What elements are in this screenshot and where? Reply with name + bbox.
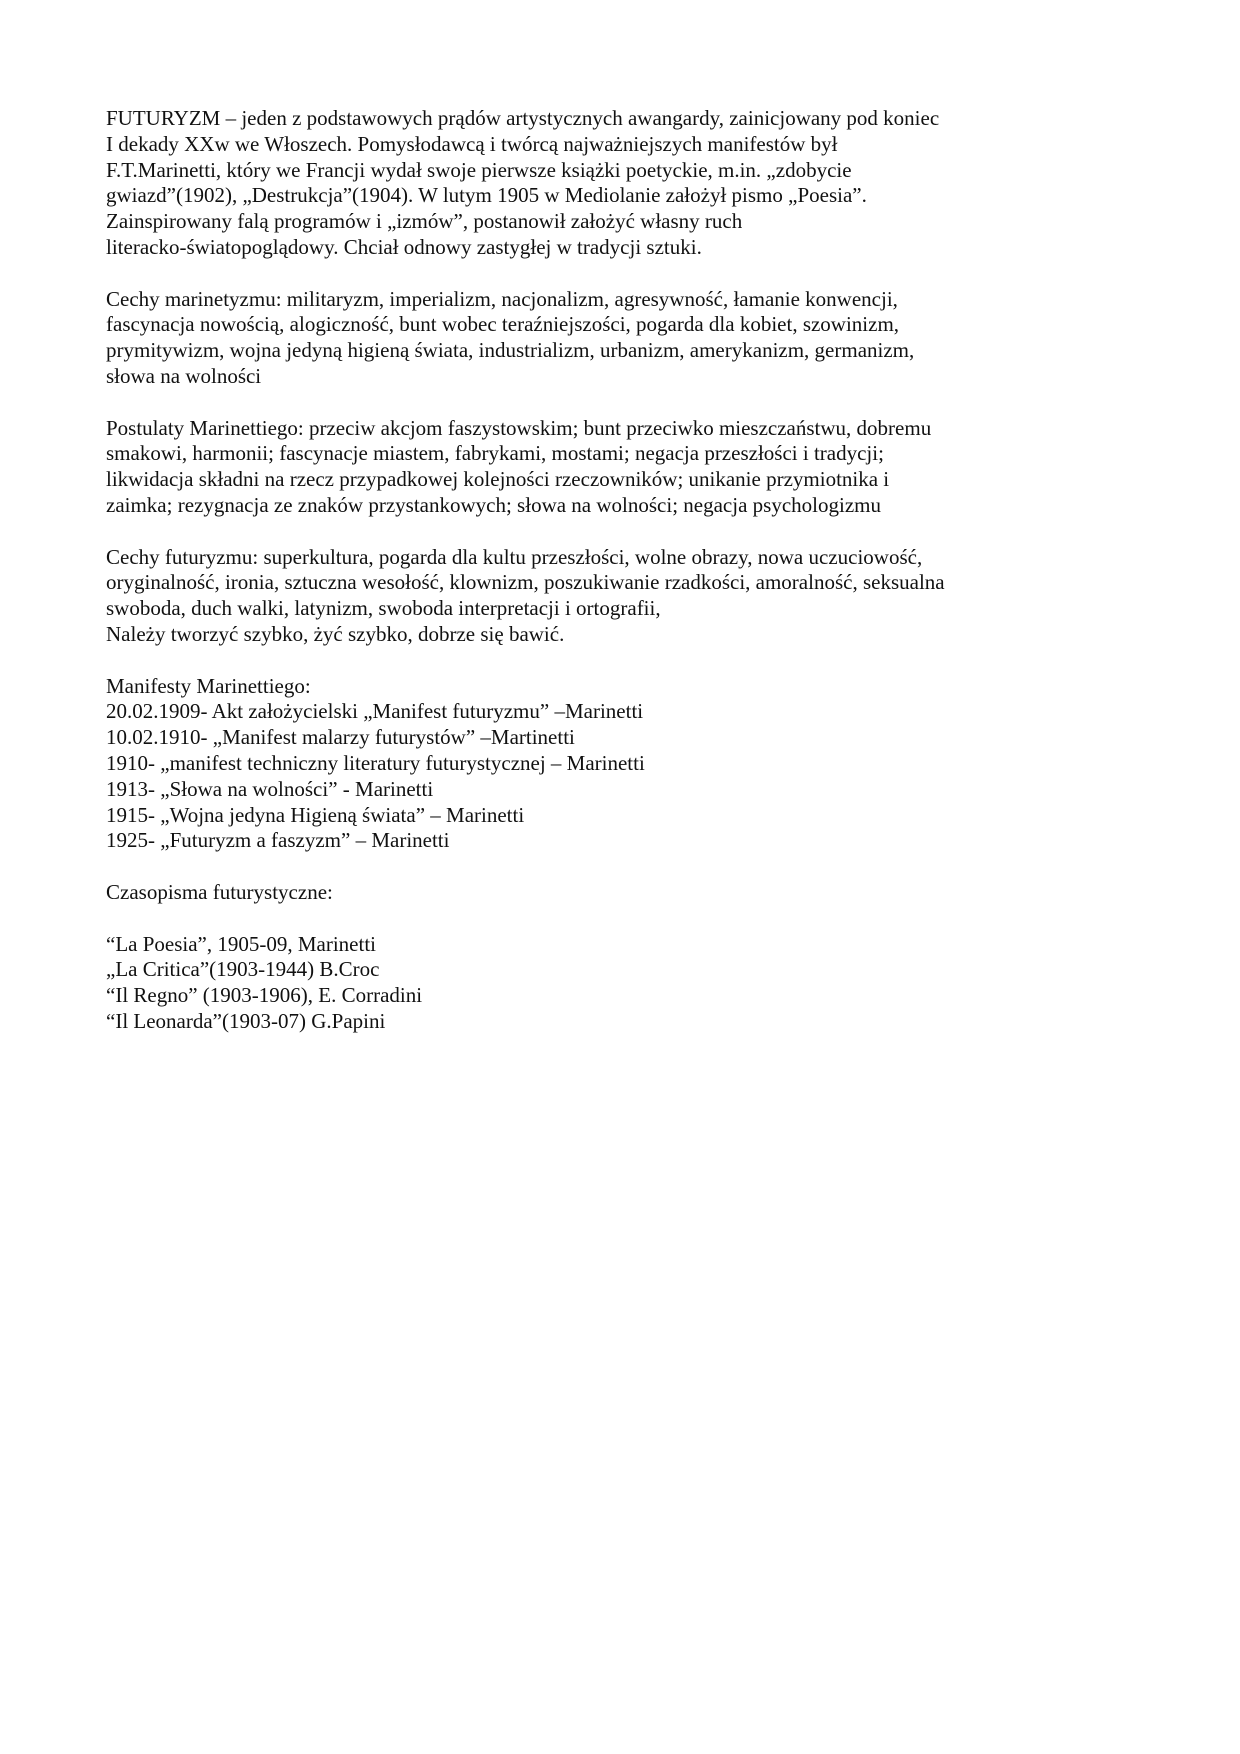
section-heading: Manifesty Marinettiego: xyxy=(106,673,311,698)
manifest-item: 20.02.1909- Akt założycielski „Manifest futuryzmu” –Marinetti xyxy=(106,699,644,724)
postulaty-paragraph xyxy=(106,416,1136,519)
text-line: Postulaty Marinettiego: przeciw akcjom faszystowskim; bunt przeciwko mieszczaństwu, dobremu xyxy=(106,415,932,440)
manifest-item: 10.02.1910- „Manifest malarzy futurystów” –Martinetti xyxy=(106,725,575,750)
text-line: Zainspirowany falą programów i „izmów”, postanowił założyć własny ruch xyxy=(106,209,743,234)
blank-line xyxy=(106,906,1136,932)
journal-item: “Il Regno” (1903-1906), E. Corradini xyxy=(106,983,423,1008)
text-line: F.T.Marinetti, który we Francji wydał swoje pierwsze książki poetyckie, m.in. „zdobycie xyxy=(106,157,852,182)
manifest-item: 1913- „Słowa na wolności” - Marinetti xyxy=(106,776,434,801)
cechy-futuryzmu-paragraph xyxy=(106,545,1136,648)
journal-item: “Il Leonarda”(1903-07) G.Papini xyxy=(106,1008,386,1033)
manifest-item: 1925- „Futuryzm a faszyzm” – Marinetti xyxy=(106,828,450,853)
document-body xyxy=(106,106,1136,1060)
text-line: słowa na wolności xyxy=(106,363,262,388)
text-line: FUTURYZM – jeden z podstawowych prądów artystycznych awangardy, zainicjowany pod koniec xyxy=(106,106,940,130)
text-line: Cechy marinetyzmu: militaryzm, imperializm, nacjonalizm, agresywność, łamanie konwencji, xyxy=(106,286,898,311)
czasopisma-section xyxy=(106,880,1136,1035)
text-line: Cechy futuryzmu: superkultura, pogarda dla kultu przeszłości, wolne obrazy, nowa uczuciowość, xyxy=(106,544,923,569)
text-line: zaimka; rezygnacja ze znaków przystankowych; słowa na wolności; negacja psychologizmu xyxy=(106,492,881,517)
text-line: likwidacja składni na rzecz przypadkowej kolejności rzeczowników; unikanie przymiotnika i xyxy=(106,467,890,492)
manifest-item: 1910- „manifest techniczny literatury futurystycznej – Marinetti xyxy=(106,750,645,775)
text-line: I dekady XXw we Włoszech. Pomysłodawcą i twórcą najważniejszych manifestów był xyxy=(106,131,838,156)
text-line: smakowi, harmonii; fascynacje miastem, fabrykami, mostami; negacja przeszłości i tradycji; xyxy=(106,441,884,466)
manifest-item: 1915- „Wojna jedyna Higieną świata” – Marinetti xyxy=(106,802,525,827)
intro-paragraph xyxy=(106,106,1136,261)
journal-item: „La Critica”(1903-1944) B.Croc xyxy=(106,957,380,982)
text-line: Należy tworzyć szybko, żyć szybko, dobrze się bawić. xyxy=(106,621,565,646)
text-line: gwiazd”(1902), „Destrukcja”(1904). W lutym 1905 w Mediolanie założył pismo „Poesia”. xyxy=(106,183,867,208)
text-line: swoboda, duch walki, latynizm, swoboda interpretacji i ortografii, xyxy=(106,596,661,621)
text-line: prymitywizm, wojna jedyną higieną świata, industrializm, urbanizm, amerykanizm, germanizm, xyxy=(106,338,915,363)
journal-item: “La Poesia”, 1905-09, Marinetti xyxy=(106,931,377,956)
section-heading: Czasopisma futurystyczne: xyxy=(106,879,333,904)
text-line: fascynacja nowością, alogiczność, bunt wobec teraźniejszości, pogarda dla kobiet, szowinizm, xyxy=(106,312,900,337)
manifesty-section xyxy=(106,674,1136,855)
cechy-marinetyzmu-paragraph xyxy=(106,287,1136,390)
text-line: oryginalność, ironia, sztuczna wesołość, klownizm, poszukiwanie rzadkości, amoralność, seksualna xyxy=(106,570,945,595)
text-line: literacko-światopoglądowy. Chciał odnowy zastygłej w tradycji sztuki. xyxy=(106,234,702,259)
